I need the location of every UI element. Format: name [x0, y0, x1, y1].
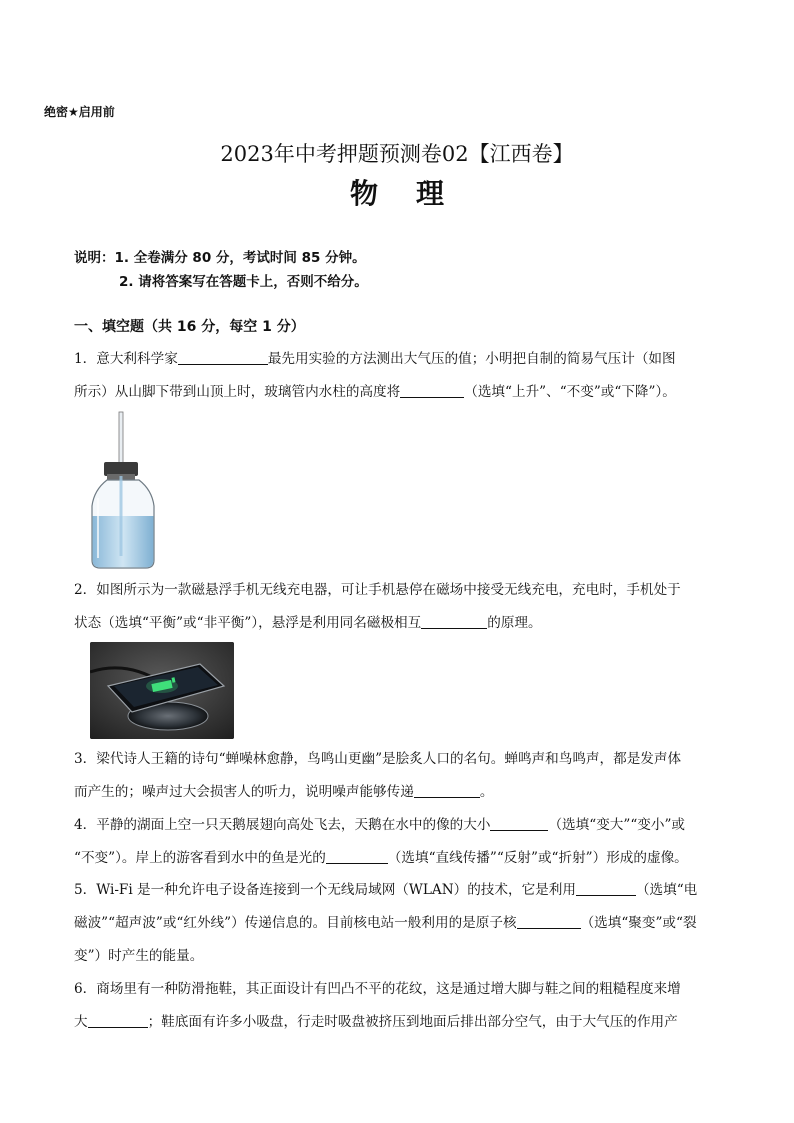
- question-5: [74, 874, 724, 973]
- q5-text-e: 变”）时产生的能量。: [74, 948, 204, 964]
- q2-text-c: 的原理。: [487, 615, 542, 631]
- question-4: [74, 809, 724, 875]
- instructions-line-2: 2. 请将答案写在答题卡上，否则不给分。: [119, 274, 368, 290]
- question-2: [74, 574, 724, 640]
- instructions-prefix: 说明：: [74, 250, 115, 266]
- q5-text-a: 5．Wi-Fi 是一种允许电子设备连接到一个无线局域网（WLAN）的技术，它是利用: [74, 882, 576, 898]
- q4-text-d: （选填“直线传播”“反射”或“折射”）形成的虚像。: [387, 850, 688, 866]
- q5-text-d: （选填“聚变”或“裂: [580, 915, 697, 931]
- answer-blank[interactable]: [326, 849, 388, 864]
- exam-title: 2023年中考押题预测卷02【江西卷】: [220, 142, 574, 166]
- q1-text-b: 最先用实验的方法测出大气压的值；小明把自制的简易气压计（如图: [267, 351, 676, 367]
- answer-blank[interactable]: [414, 783, 480, 798]
- q6-text-a: 6．商场里有一种防滑拖鞋，其正面设计有凹凸不平的花纹，这是通过增大脚与鞋之间的粗糙程度来增: [74, 981, 681, 997]
- section-heading-fill-blank: 一、填空题（共 16 分，每空 1 分）: [74, 319, 305, 335]
- question-6: [74, 973, 724, 1039]
- wireless-charger-photo: [90, 642, 234, 739]
- q5-text-c: 磁波”“超声波”或“红外线”）传递信息的。目前核电站一般利用的是原子核: [74, 915, 517, 931]
- q3-text-b: 而产生的；噪声过大会损害人的听力，说明噪声能够传递: [74, 784, 414, 800]
- answer-blank[interactable]: [88, 1013, 148, 1028]
- q6-text-c: ；鞋底面有许多小吸盘，行走时吸盘被挤压到地面后排出部分空气，由于大气压的作用产: [147, 1014, 678, 1030]
- answer-blank[interactable]: [421, 614, 487, 629]
- question-1: [74, 343, 724, 409]
- instructions-text-1: 1. 全卷满分 80 分，考试时间 85 分钟。: [114, 250, 366, 266]
- answer-blank[interactable]: [178, 350, 268, 365]
- q1-text-c: 所示）从山脚下带到山顶上时，玻璃管内水柱的高度将: [74, 384, 401, 400]
- answer-blank[interactable]: [490, 816, 548, 831]
- answer-blank[interactable]: [576, 881, 636, 896]
- q3-text-a: 3．梁代诗人王籍的诗句“蝉噪林愈静，鸟鸣山更幽”是脍炙人口的名句。蝉鸣声和鸟鸣声，都是发声体: [74, 751, 682, 767]
- barometer-bottle-image: [88, 410, 158, 570]
- answer-blank[interactable]: [400, 383, 464, 398]
- q5-text-b: （选填“电: [635, 882, 698, 898]
- q6-text-b: 大: [74, 1014, 88, 1030]
- instructions-line-1: [74, 246, 366, 266]
- q4-text-a: 4．平静的湖面上空一只天鹅展翅向高处飞去，天鹅在水中的像的大小: [74, 817, 491, 833]
- q3-text-c: 。: [479, 784, 494, 800]
- q4-text-b: （选填“变大”“变小”或: [548, 817, 686, 833]
- q1-text-d: （选填“上升”、“不变”或“下降”）。: [464, 384, 676, 400]
- q2-text-a: 2．如图所示为一款磁悬浮手机无线充电器，可让手机悬停在磁场中接受无线充电，充电时，手机处于: [74, 582, 681, 598]
- q4-text-c: “不变”）。岸上的游客看到水中的鱼是光的: [74, 850, 326, 866]
- answer-blank[interactable]: [517, 914, 581, 929]
- q1-text-a: 1．意大利科学家: [74, 351, 178, 367]
- q2-text-b: 状态（选填“平衡”或“非平衡”），悬浮是利用同名磁极相互: [74, 615, 422, 631]
- confidential-label: 绝密★启用前: [44, 105, 115, 119]
- question-3: [74, 743, 724, 809]
- subject-title: 物理: [349, 177, 482, 210]
